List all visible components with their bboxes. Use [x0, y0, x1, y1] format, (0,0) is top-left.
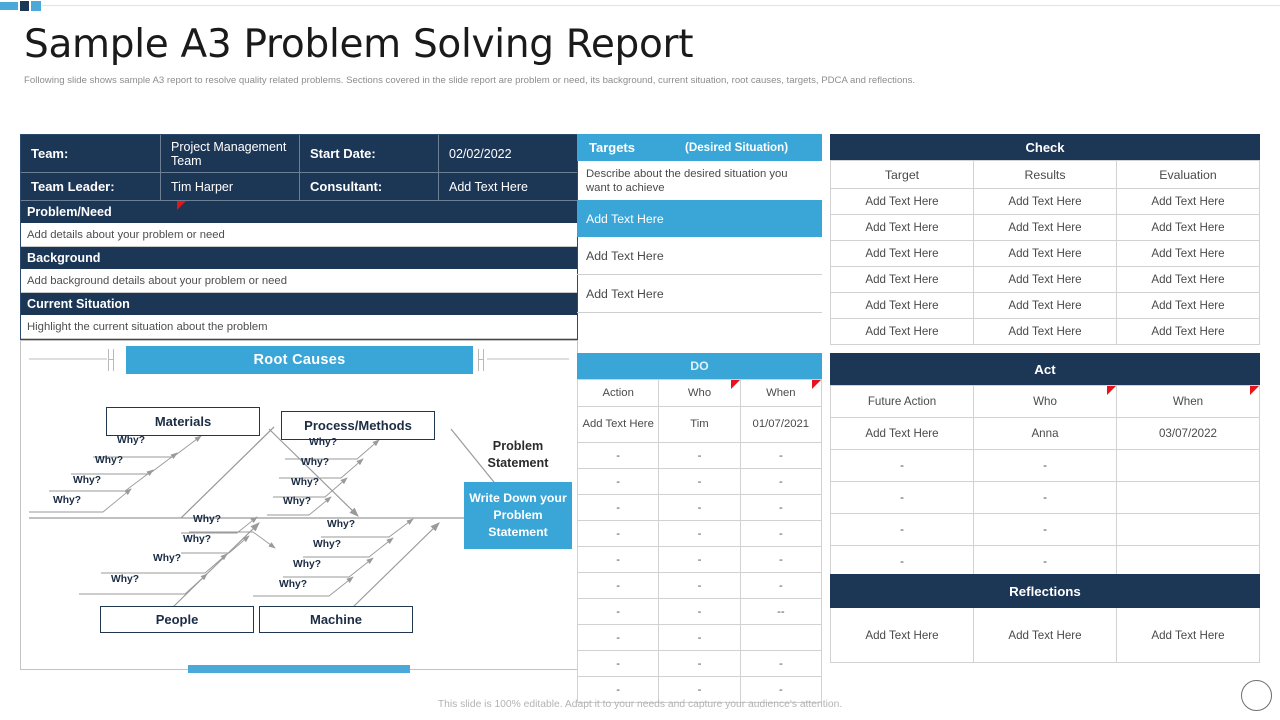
act-cell[interactable]: - [831, 482, 974, 514]
do-cell[interactable]: - [740, 651, 821, 677]
why-label: Why? [309, 437, 338, 448]
header-divider [42, 5, 1280, 6]
do-title: DO [577, 353, 822, 379]
table-header-row [578, 380, 822, 407]
act-cell[interactable]: Add Text Here [831, 418, 974, 450]
act-cell[interactable]: - [974, 450, 1117, 482]
reflections-cell[interactable]: Add Text Here [831, 608, 974, 663]
targets-row[interactable]: Add Text Here [577, 275, 822, 313]
why-label: Why? [279, 579, 308, 590]
table-row [578, 407, 822, 443]
why-label: Why? [291, 477, 320, 488]
why-label: Why? [117, 435, 146, 446]
do-cell[interactable]: - [659, 469, 740, 495]
do-cell[interactable]: - [659, 495, 740, 521]
consultant-value[interactable]: Add Text Here [439, 173, 577, 201]
table-row [831, 267, 1260, 293]
do-cell[interactable]: - [578, 625, 659, 651]
problem-statement-box[interactable]: Write Down your Problem Statement [464, 482, 572, 549]
reflections-title: Reflections [830, 574, 1260, 608]
table-row [578, 469, 822, 495]
act-cell[interactable] [1117, 514, 1260, 546]
section-heading-background [21, 247, 577, 269]
do-cell[interactable]: - [659, 599, 740, 625]
comment-flag-icon[interactable] [177, 201, 186, 210]
table-header-row [831, 161, 1260, 189]
why-label: Why? [313, 539, 342, 550]
do-cell[interactable]: - [740, 469, 821, 495]
why-label: Why? [193, 514, 222, 525]
why-label: Why? [183, 534, 212, 545]
act-cell[interactable]: - [974, 546, 1117, 578]
act-cell[interactable]: - [831, 514, 974, 546]
project-info-table [20, 134, 578, 340]
act-cell[interactable]: Anna [974, 418, 1117, 450]
act-cell[interactable]: - [831, 546, 974, 578]
do-cell[interactable]: - [578, 521, 659, 547]
comment-flag-icon[interactable] [1250, 386, 1259, 395]
targets-title: Targets [589, 140, 635, 155]
do-col-action: Action [578, 380, 659, 407]
table-row [831, 189, 1260, 215]
table-row [831, 450, 1260, 482]
targets-row-selected[interactable]: Add Text Here [577, 200, 822, 237]
check-cell[interactable]: Add Text Here [974, 293, 1117, 319]
check-col-results: Results [974, 161, 1117, 189]
section-heading-label: Background [27, 251, 101, 265]
check-cell[interactable]: Add Text Here [1117, 241, 1260, 267]
do-col-who: Who [659, 380, 740, 407]
team-label: Team: [21, 135, 161, 173]
do-cell[interactable]: - [659, 677, 740, 703]
table-row [831, 418, 1260, 450]
check-cell[interactable]: Add Text Here [974, 241, 1117, 267]
start-date-label: Start Date: [300, 135, 439, 173]
check-cell[interactable]: Add Text Here [1117, 215, 1260, 241]
fishbone-category-process-methods[interactable]: Process/Methods [281, 411, 435, 440]
section-body-problem-need[interactable]: Add details about your problem or need [21, 223, 577, 247]
decor-navy-square [20, 1, 29, 11]
why-label: Why? [111, 574, 140, 585]
check-cell[interactable]: Add Text Here [831, 319, 974, 345]
table-row [831, 241, 1260, 267]
reflections-panel [830, 574, 1260, 663]
table-row [831, 293, 1260, 319]
section-heading-label: Problem/Need [27, 205, 112, 219]
why-label: Why? [53, 495, 82, 506]
section-heading-current-situation [21, 293, 577, 315]
comment-flag-icon[interactable] [1107, 386, 1116, 395]
targets-header [577, 134, 822, 161]
section-body-background[interactable]: Add background details about your problem or need [21, 269, 577, 293]
table-row [578, 625, 822, 651]
check-cell[interactable]: Add Text Here [831, 215, 974, 241]
check-cell[interactable]: Add Text Here [974, 189, 1117, 215]
check-cell[interactable]: Add Text Here [831, 189, 974, 215]
reflections-cell[interactable]: Add Text Here [1117, 608, 1260, 663]
check-cell[interactable]: Add Text Here [1117, 293, 1260, 319]
act-col-who: Who [974, 386, 1117, 418]
do-table [577, 353, 822, 703]
do-cell[interactable]: - [578, 443, 659, 469]
check-cell[interactable]: Add Text Here [831, 241, 974, 267]
check-title: Check [830, 134, 1260, 160]
check-cell[interactable]: Add Text Here [1117, 319, 1260, 345]
table-row [21, 173, 577, 201]
why-label: Why? [95, 455, 124, 466]
act-cell[interactable] [1117, 546, 1260, 578]
act-col-future-action: Future Action [831, 386, 974, 418]
do-cell[interactable]: - [578, 573, 659, 599]
do-cell[interactable]: - [659, 443, 740, 469]
start-date-value[interactable]: 02/02/2022 [439, 135, 577, 173]
page-title: Sample A3 Problem Solving Report [24, 22, 694, 67]
table-row [578, 651, 822, 677]
do-cell[interactable]: - [659, 625, 740, 651]
table-row [831, 482, 1260, 514]
section-heading-label: Current Situation [27, 297, 130, 311]
do-cell[interactable]: - [578, 495, 659, 521]
act-cell[interactable] [1117, 450, 1260, 482]
table-row [578, 495, 822, 521]
top-decoration [0, 0, 1280, 12]
why-label: Why? [73, 475, 102, 486]
check-cell[interactable]: Add Text Here [974, 319, 1117, 345]
table-row [831, 608, 1260, 663]
table-row [578, 521, 822, 547]
decor-blue-square [31, 1, 41, 11]
do-cell[interactable] [740, 625, 821, 651]
do-cell[interactable]: - [659, 547, 740, 573]
act-col-when: When [1117, 386, 1260, 418]
fishbone-category-people[interactable]: People [100, 606, 254, 633]
act-cell[interactable]: - [831, 450, 974, 482]
table-row [578, 443, 822, 469]
why-label: Why? [153, 553, 182, 564]
why-label: Why? [301, 457, 330, 468]
reflections-cell[interactable]: Add Text Here [974, 608, 1117, 663]
table-row [578, 599, 822, 625]
act-cell[interactable]: - [974, 514, 1117, 546]
do-cell[interactable]: - [740, 495, 821, 521]
table-row [831, 215, 1260, 241]
section-body-current-situation[interactable]: Highlight the current situation about the problem [21, 315, 577, 339]
do-cell[interactable]: - [659, 521, 740, 547]
do-cell[interactable]: - [740, 547, 821, 573]
table-row [578, 547, 822, 573]
table-row [831, 546, 1260, 578]
table-row [831, 514, 1260, 546]
act-cell[interactable]: 03/07/2022 [1117, 418, 1260, 450]
do-cell[interactable]: Add Text Here [578, 407, 659, 443]
check-cell[interactable]: Add Text Here [831, 293, 974, 319]
act-title: Act [830, 353, 1260, 385]
corner-circle-icon[interactable] [1241, 680, 1272, 711]
check-cell[interactable]: Add Text Here [974, 267, 1117, 293]
do-cell[interactable]: - [659, 573, 740, 599]
footer-note: This slide is 100% editable. Adapt it to your needs and capture your audience's attention. [437, 699, 843, 710]
fishbone-title: Root Causes [126, 346, 473, 374]
do-cell[interactable]: - [659, 651, 740, 677]
table-row [578, 573, 822, 599]
targets-subtitle: (Desired Situation) [685, 141, 789, 154]
section-heading-problem-need [21, 201, 577, 223]
check-cell[interactable]: Add Text Here [1117, 189, 1260, 215]
consultant-label: Consultant: [300, 173, 439, 201]
check-cell[interactable]: Add Text Here [831, 267, 974, 293]
table-header-row [831, 386, 1260, 418]
decor-blue-bar [0, 2, 18, 10]
do-cell[interactable]: 01/07/2021 [740, 407, 821, 443]
check-col-target: Target [831, 161, 974, 189]
targets-description[interactable]: Describe about the desired situation you want to achieve [586, 168, 788, 194]
do-cell[interactable]: - [578, 599, 659, 625]
check-cell[interactable]: Add Text Here [1117, 267, 1260, 293]
do-cell[interactable]: -- [740, 599, 821, 625]
act-table [830, 353, 1260, 578]
fishbone-category-materials[interactable]: Materials [106, 407, 260, 436]
do-cell[interactable]: - [578, 547, 659, 573]
check-cell[interactable]: Add Text Here [974, 215, 1117, 241]
table-row [21, 135, 577, 173]
do-cell[interactable]: - [740, 443, 821, 469]
comment-flag-icon[interactable] [812, 380, 821, 389]
do-cell[interactable]: - [578, 469, 659, 495]
act-cell[interactable]: - [974, 482, 1117, 514]
fishbone-category-machine[interactable]: Machine [259, 606, 413, 633]
table-row [831, 319, 1260, 345]
do-cell[interactable]: - [740, 573, 821, 599]
do-cell[interactable]: - [578, 651, 659, 677]
check-table [830, 134, 1260, 345]
do-cell[interactable]: Tim [659, 407, 740, 443]
problem-statement-label: Problem Statement [487, 439, 549, 470]
comment-flag-icon[interactable] [731, 380, 740, 389]
targets-panel [577, 134, 822, 313]
do-cell[interactable]: - [740, 521, 821, 547]
team-value[interactable]: Project Management Team [161, 135, 300, 173]
team-leader-value[interactable]: Tim Harper [161, 173, 300, 201]
page-subtitle: Following slide shows sample A3 report to resolve quality related problems. Sections covered in the slide report are problem or need, its background, current situation, root causes, targets, PDCA and reflections. [24, 75, 916, 86]
team-leader-label: Team Leader: [21, 173, 161, 201]
act-cell[interactable] [1117, 482, 1260, 514]
why-label: Why? [293, 559, 322, 570]
do-cell[interactable]: - [578, 677, 659, 703]
do-cell[interactable]: - [740, 677, 821, 703]
check-col-evaluation: Evaluation [1117, 161, 1260, 189]
targets-row[interactable]: Add Text Here [577, 237, 822, 275]
do-col-when: When [740, 380, 821, 407]
why-label: Why? [327, 519, 356, 530]
why-label: Why? [283, 496, 312, 507]
